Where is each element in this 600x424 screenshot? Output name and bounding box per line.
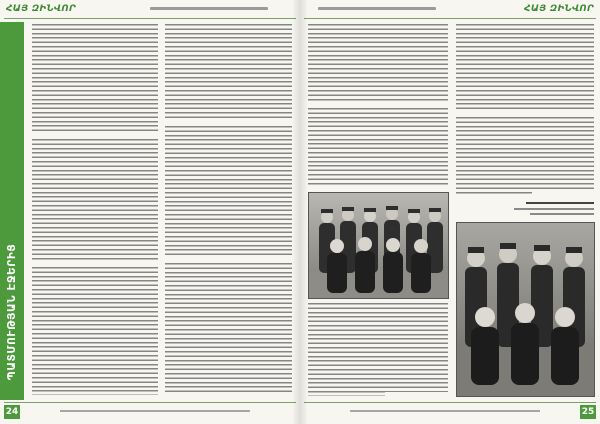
text-block: [308, 24, 448, 103]
text-block: [456, 117, 594, 196]
page-number: 25: [581, 407, 595, 417]
magazine-logo: ՀԱՅ ԶԻՆՎՈՐ: [524, 4, 594, 14]
issue-info: [318, 7, 436, 10]
text-block: [165, 126, 292, 258]
footer-info: [60, 410, 250, 412]
header-divider: [4, 18, 296, 19]
author-title: [514, 208, 594, 210]
author-name: [526, 202, 594, 204]
text-block: [32, 139, 158, 262]
text-block: [165, 24, 292, 121]
text-block: [308, 303, 448, 396]
text-block: [456, 24, 594, 112]
section-sidebar: [0, 22, 24, 400]
text-block: [308, 108, 448, 187]
magazine-logo: ՀԱՅ ԶԻՆՎՈՐ: [6, 4, 76, 14]
portrait-photo: [456, 222, 595, 397]
group-photo: [308, 192, 449, 299]
section-title: ՊԱՏՄՈՒԹՅԱՆ ԷՋԵՐԻՑ: [6, 243, 18, 381]
page-number: 24: [5, 407, 19, 417]
header-divider: [304, 18, 596, 19]
footer-info: [350, 410, 540, 412]
page-fold: [292, 0, 308, 424]
author-title: [530, 213, 594, 215]
issue-info: [150, 7, 268, 10]
footer-divider: [4, 402, 296, 403]
text-block: [165, 263, 292, 395]
text-block: [32, 24, 158, 134]
footer-divider: [304, 402, 596, 403]
right-page: [300, 0, 600, 424]
text-block: [32, 267, 158, 395]
